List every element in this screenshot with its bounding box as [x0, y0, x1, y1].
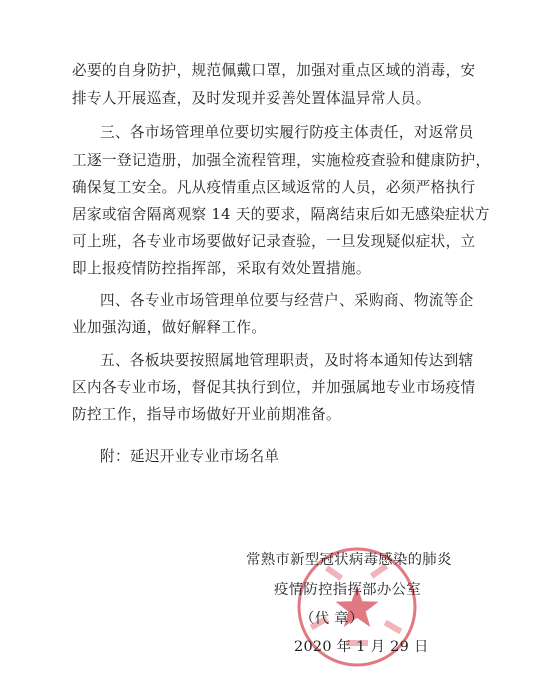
paragraph-3-line-3: 确保复工安全。凡从疫情重点区域返常的人员，必须严格执行	[72, 179, 476, 196]
paragraph-3-line-1: 三、各市场管理单位要切实履行防疫主体责任，对返常员	[100, 124, 474, 141]
paragraph-line-1: 必要的自身防护，规范佩戴口罩，加强对重点区域的消毒，安	[72, 62, 476, 79]
signature-org-line-2: 疫情防控指挥部办公室	[274, 582, 421, 598]
paragraph-5-line-3: 防控工作，指导市场做好开业前期准备。	[72, 406, 341, 423]
paragraph-4-line-2: 业加强沟通，做好解释工作。	[72, 319, 267, 336]
signature-date: 2020 年 1 月 29 日	[294, 639, 429, 655]
paragraph-3-line-5: 可上班，各专业市场要做好记录查验，一旦发现疑似症状，立	[72, 233, 476, 250]
attachment-line: 附：延迟开业专业市场名单	[100, 448, 280, 465]
paragraph-3-line-4: 居家或宿舍隔离观察 14 天的要求，隔离结束后如无感染症状方	[72, 206, 490, 223]
signature-org-line-1: 常熟市新型冠状病毒感染的肺炎	[246, 552, 452, 568]
paragraph-3-line-2: 工逐一登记造册，加强全流程管理，实施检疫查验和健康防护，	[72, 152, 491, 169]
paragraph-5-line-2: 区内各专业市场，督促其执行到位，并加强属地专业市场疫情	[72, 379, 476, 396]
paragraph-4-line-1: 四、各专业市场管理单位要与经营户、采购商、物流等企	[100, 292, 474, 309]
paragraph-3-line-6: 即上报疫情防控指挥部，采取有效处置措施。	[72, 260, 371, 277]
signature-seal-note: （代 章）	[300, 611, 364, 627]
paragraph-5-line-1: 五、各板块要按照属地管理职责，及时将本通知传达到辖	[100, 352, 474, 369]
paragraph-line-2: 排专人开展巡查，及时发现并妥善处置体温异常人员。	[72, 90, 431, 107]
